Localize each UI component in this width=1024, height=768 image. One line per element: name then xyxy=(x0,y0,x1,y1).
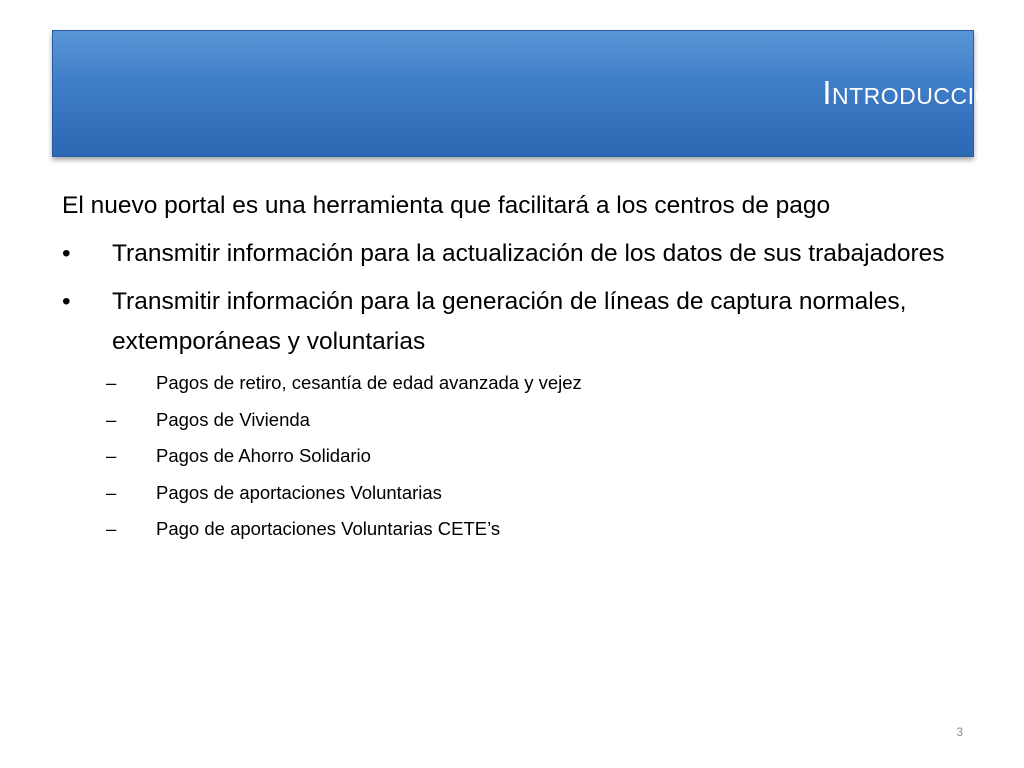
intro-paragraph: El nuevo portal es una herramienta que facilitará a los centros de pago xyxy=(62,192,831,219)
sub-bullet-item xyxy=(62,370,972,396)
slide-title: Introducción xyxy=(822,74,1010,111)
sub-bullet-text: Pago de aportaciones Voluntarias CETE’s xyxy=(156,518,501,539)
bullet-item xyxy=(62,234,972,274)
dash-marker: – xyxy=(106,481,117,503)
bullet-text: Transmitir información para la actualización de los datos de sus trabajadores xyxy=(112,240,945,267)
bullet-marker: • xyxy=(62,240,71,267)
sub-bullet-item xyxy=(62,407,972,433)
dash-marker: – xyxy=(106,445,117,466)
sub-bullet-text: Pagos de Vivienda xyxy=(156,408,310,430)
sub-bullet-text: Pagos de retiro, cesantía de edad avanzada y vejez xyxy=(156,372,582,393)
bullet-marker: • xyxy=(62,288,71,315)
page-number: 3 xyxy=(956,725,963,739)
bullet-item xyxy=(62,282,972,362)
sub-bullet-text: Pagos de Ahorro Solidario xyxy=(156,445,371,466)
sub-bullet-item xyxy=(62,480,972,506)
slide-content xyxy=(62,186,972,553)
dash-marker: – xyxy=(106,408,117,430)
sub-bullet-item xyxy=(62,516,972,542)
dash-marker: – xyxy=(106,518,117,539)
bullet-text: Transmitir información para la generación de líneas de captura normales, extemporáneas y voluntarias xyxy=(112,288,907,355)
sub-bullet-text: Pagos de aportaciones Voluntarias xyxy=(156,481,442,503)
sub-bullet-item xyxy=(62,443,972,469)
dash-marker: – xyxy=(106,372,117,393)
